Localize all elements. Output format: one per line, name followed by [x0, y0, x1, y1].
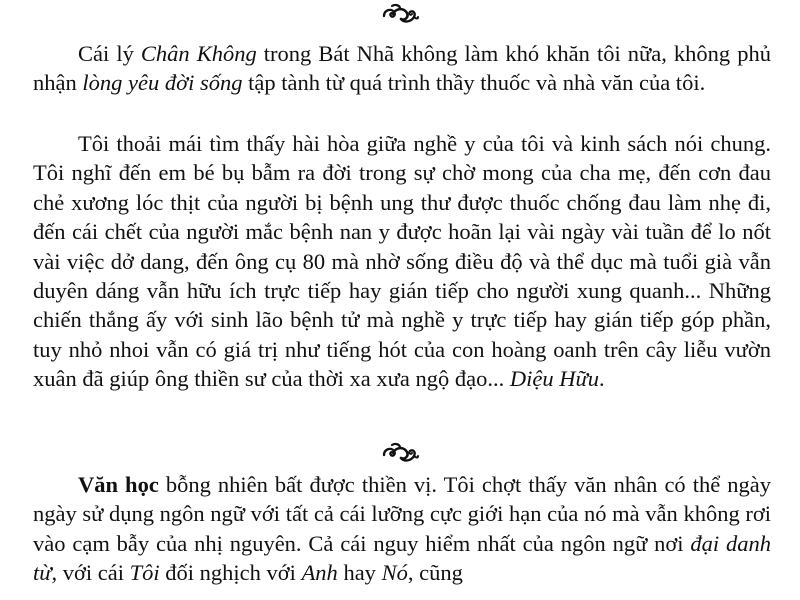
text-segment: tập tành từ quá trình thầy thuốc và nhà văn của tôi.	[242, 70, 706, 96]
bold-term: Văn học	[78, 472, 159, 497]
italic-term: Tôi	[129, 560, 160, 586]
text-segment: hay	[337, 560, 382, 586]
ornament-icon-graphic	[380, 2, 420, 26]
paragraph-2	[33, 129, 771, 394]
text-segment: .	[598, 366, 605, 392]
italic-term: Anh	[301, 560, 338, 586]
italic-term: Nó	[381, 560, 408, 586]
italic-term: Chân Không	[140, 41, 257, 66]
ornament-icon	[380, 441, 420, 465]
text-segment: , với cái	[51, 560, 130, 586]
italic-term: Diệu Hữu	[509, 366, 599, 392]
text-segment: Tôi thoải mái tìm thấy hài hòa giữa nghề y của tôi và kinh sách nói chung. Tôi nghĩ đến em bé bụ bẫm ra đời trong sự chờ mong của cha mẹ, đến cơn đau chẻ xương lóc thịt của người bị bệnh ung thư được thuốc chống đau làm nhẹ đi, đến cái chết của người mắc bệnh nan y được hoãn lại vài ngày vài tuần để lo nốt vài việc dở dang, đến ông cụ 80 mà nhờ sống điều độ và thể dục mà tuổi già vẫn duyên dáng vẫn hữu ích trực tiếp hay gián tiếp cho người xung quanh... Những chiến thắng ấy với sinh lão bệnh tử mà nghề y trực tiếp hay gián tiếp góp phần, tuy nhỏ nhoi vẫn có giá trị như tiếng hót của con hoàng oanh trên cây liễu vườn xuân đã giúp ông thiền sư của thời xa xưa ngộ đạo...	[33, 131, 771, 392]
text-segment: , cũng	[407, 560, 463, 586]
ornament-icon	[380, 2, 420, 26]
text-segment: đối nghịch với	[159, 560, 302, 586]
ornament-icon-graphic	[380, 441, 420, 465]
italic-term: lòng yêu đời sống	[82, 70, 243, 96]
text-segment: bỗng nhiên bất được thiền vị. Tôi chợt thấy văn nhân có thể ngày ngày sử dụng ngôn ngữ với tất cả cái lưỡng cực giới hạn của nó mà vẫn không rơi vào cạm bẫy của nhị nguyên. Cả cái nguy hiểm nhất của ngôn ngữ nơi	[33, 472, 771, 556]
text-segment: Cái lý	[78, 41, 141, 66]
italic-term: đại danh từ	[33, 530, 771, 586]
paragraph-1	[33, 39, 771, 98]
paragraph-3	[33, 470, 771, 588]
text-segment: trong Bát Nhã không làm khó khăn tôi nữa, không phủ nhận	[33, 41, 772, 96]
